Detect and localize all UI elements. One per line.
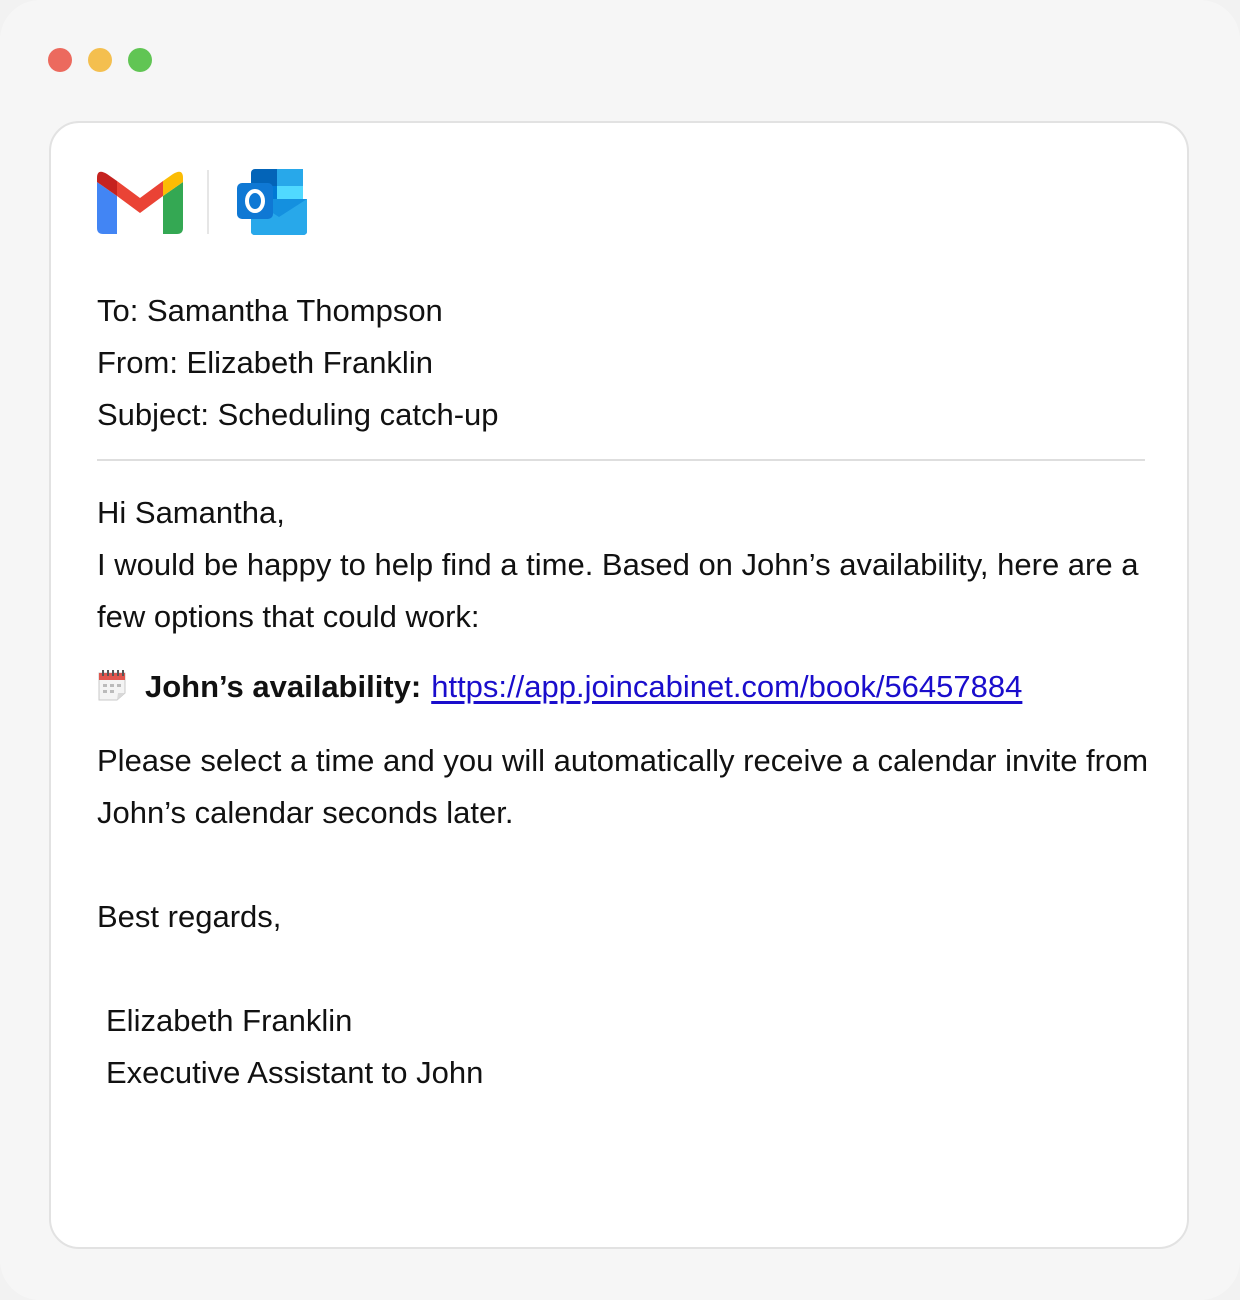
maximize-window-button[interactable] (128, 48, 152, 72)
signature-name: Elizabeth Franklin (106, 1003, 353, 1038)
booking-link[interactable]: https://app.joincabinet.com/book/56457884 (431, 669, 1023, 704)
window-controls (48, 48, 152, 72)
logo-divider (207, 170, 209, 234)
email-body (97, 487, 1157, 1099)
availability-label: John’s availability: (145, 669, 422, 704)
email-card (49, 121, 1189, 1249)
spiral-calendar-icon (97, 669, 127, 706)
subject-line: Subject: Scheduling catch-up (97, 397, 499, 432)
signature (97, 995, 1157, 1099)
header-divider (97, 459, 1145, 461)
email-headers (97, 285, 499, 441)
availability-row (97, 661, 1157, 713)
signature-title: Executive Assistant to John (106, 1055, 484, 1090)
intro-paragraph: I would be happy to help find a time. Based on John’s availability, here are a few options that could work: (97, 547, 1139, 634)
closing: Best regards, (97, 899, 282, 934)
to-line: To: Samantha Thompson (97, 293, 443, 328)
outlook-logo-icon (237, 169, 307, 235)
gmail-logo-icon (97, 170, 183, 234)
instructions-paragraph: Please select a time and you will automatically receive a calendar invite from John’s calendar seconds later. (97, 743, 1149, 830)
from-line: From: Elizabeth Franklin (97, 345, 433, 380)
email-client-logos (97, 169, 307, 235)
minimize-window-button[interactable] (88, 48, 112, 72)
close-window-button[interactable] (48, 48, 72, 72)
greeting: Hi Samantha, (97, 495, 285, 530)
